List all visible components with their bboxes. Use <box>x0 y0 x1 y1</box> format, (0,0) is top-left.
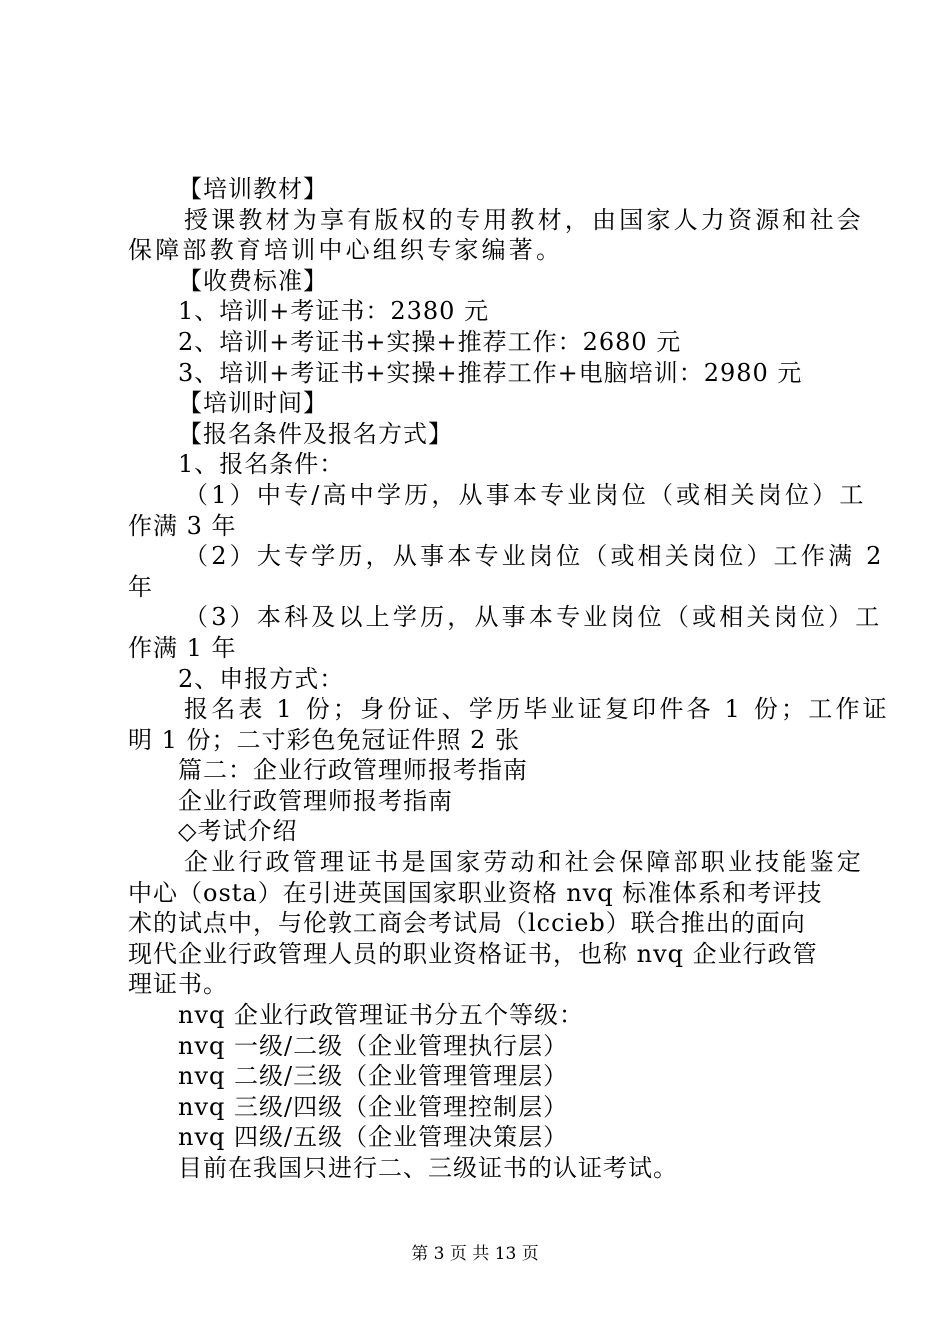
paragraph-line: 现代企业行政管理人员的职业资格证书，也称 nvq 企业行政管 <box>128 939 818 968</box>
section-heading-training-time: 【培训时间】 <box>178 389 328 418</box>
list-item: nvq 企业行政管理证书分五个等级： <box>178 1001 585 1030</box>
paragraph-line: 报名表 1 份；身份证、学历毕业证复印件各 1 份；工作证 <box>184 695 890 724</box>
document-body <box>128 174 890 1184</box>
condition-line: 年 <box>128 572 153 601</box>
fee-item: 3、培训+考证书+实操+推荐工作+电脑培训：2980 元 <box>178 358 803 387</box>
section-heading-exam-intro: ◇考试介绍 <box>178 817 298 846</box>
paragraph-line: 术的试点中，与伦敦工商会考试局（lccieb）联合推出的面向 <box>128 909 806 938</box>
page-number-footer: 第 3 页 共 13 页 <box>411 1244 539 1264</box>
section-heading-registration: 【报名条件及报名方式】 <box>178 419 453 448</box>
paragraph-line: 明 1 份；二寸彩色免冠证件照 2 张 <box>128 725 521 754</box>
paragraph-line: 授课教材为享有版权的专用教材，由国家人力资源和社会 <box>184 205 864 234</box>
paragraph-line: 保障部教育培训中心组织专家编著。 <box>128 236 564 265</box>
section-title: 篇二：企业行政管理师报考指南 <box>178 756 528 785</box>
list-item: 2、申报方式： <box>178 664 345 693</box>
section-heading-training-materials: 【培训教材】 <box>178 175 328 203</box>
paragraph-line: 中心（osta）在引进英国国家职业资格 nvq 标准体系和考评技 <box>128 878 823 907</box>
fee-item: 2、培训+考证书+实操+推荐工作：2680 元 <box>178 327 682 356</box>
paragraph-line: 企业行政管理证书是国家劳动和社会保障部职业技能鉴定 <box>184 848 864 877</box>
condition-line: 作满 3 年 <box>128 511 237 540</box>
fee-item: 1、培训+考证书：2380 元 <box>178 297 490 326</box>
level-item: nvq 三级/四级（企业管理控制层） <box>178 1092 569 1121</box>
level-item: nvq 四级/五级（企业管理决策层） <box>178 1123 569 1152</box>
condition-line: 作满 1 年 <box>128 633 237 662</box>
section-subtitle: 企业行政管理师报考指南 <box>178 786 453 815</box>
level-item: nvq 二级/三级（企业管理管理层） <box>178 1062 569 1091</box>
list-item: 1、报名条件： <box>178 450 345 479</box>
condition-line: （2）大专学历，从事本专业岗位（或相关岗位）工作满 2 <box>184 542 885 571</box>
paragraph-line: 理证书。 <box>128 970 228 999</box>
section-heading-fees: 【收费标准】 <box>178 266 328 295</box>
condition-line: （1）中专/高中学历，从事本专业岗位（或相关岗位）工 <box>184 480 867 509</box>
level-item: nvq 一级/二级（企业管理执行层） <box>178 1031 569 1060</box>
paragraph-line: 目前在我国只进行二、三级证书的认证考试。 <box>178 1154 678 1182</box>
condition-line: （3）本科及以上学历，从事本专业岗位（或相关岗位）工 <box>184 603 883 632</box>
